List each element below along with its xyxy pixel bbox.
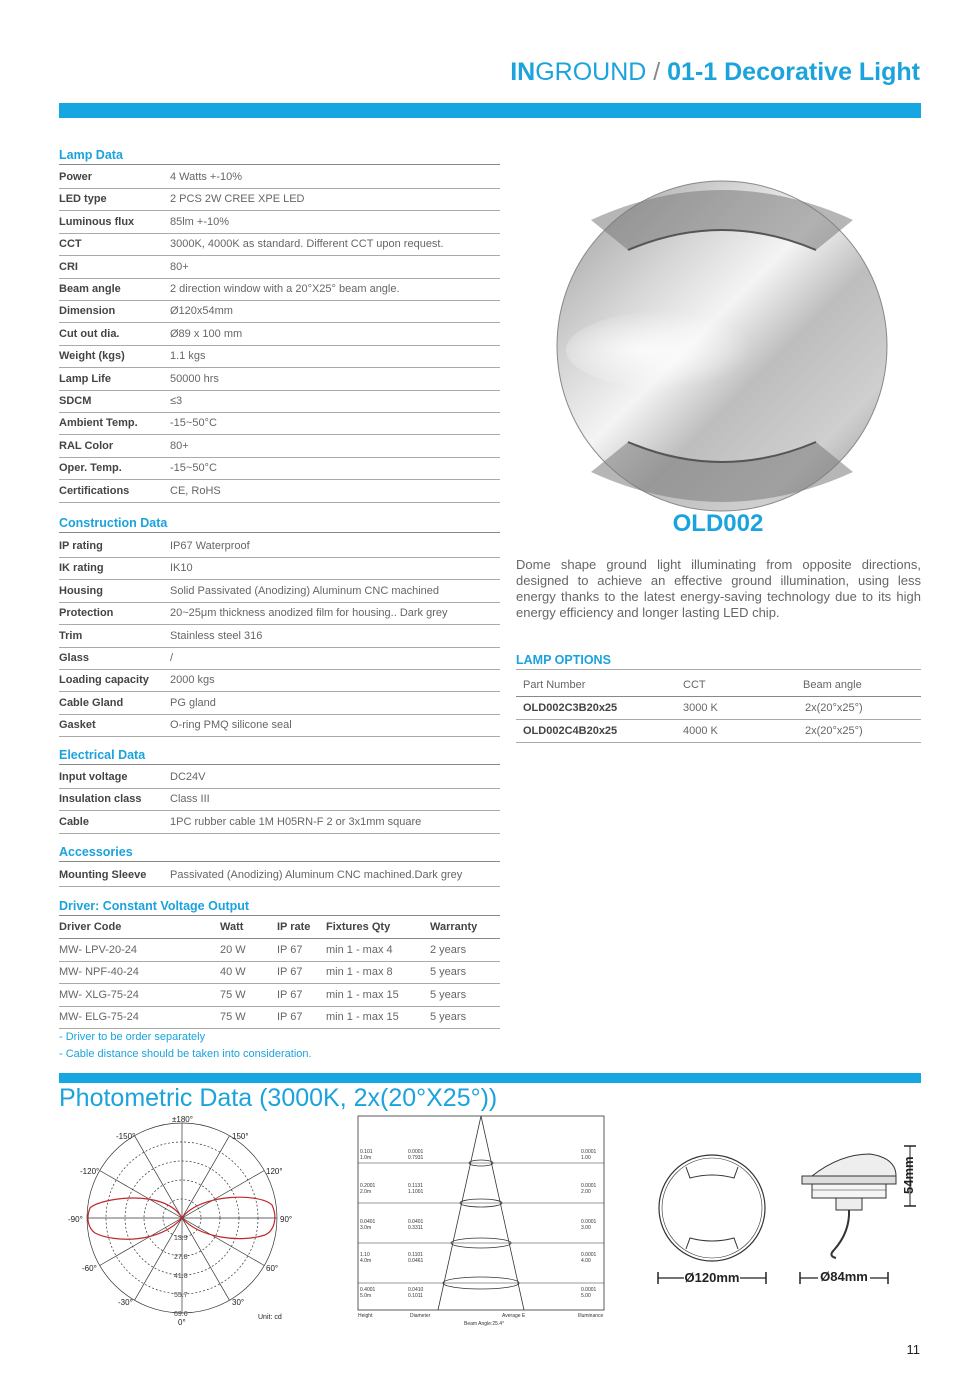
spec-label: Glass [59,652,89,664]
header-bar [59,103,921,118]
spec-value: ≤3 [170,395,183,407]
spec-label: Protection [59,607,114,620]
driver-header-qty: Fixtures Qty [326,921,391,933]
brand-bold: IN [510,58,536,86]
spec-row [59,480,500,503]
construction-data-title: Construction Data [59,515,500,533]
polar-value-label: 69.6 [174,1311,188,1318]
spec-value: Ø120x54mm [170,305,233,318]
spec-value: Class III [170,793,210,806]
driver-header-watt: Watt [220,921,244,933]
svg-text:0.1011: 0.1011 [408,1293,423,1299]
spec-label: Gasket [59,719,96,732]
options-header-cct: CCT [683,679,706,691]
svg-text:0.3311: 0.3311 [408,1225,423,1231]
spec-row [59,300,500,323]
spec-value: 20~25μm thickness anodized film for housing.. Dark grey [170,607,448,620]
lamp-options-title: LAMP OPTIONS [516,653,921,670]
spec-row [59,669,500,692]
side-view-drawing [792,1140,922,1288]
spec-value: 2 PCS 2W CREE XPE LED [170,193,305,206]
svg-text:1.10: 1.10 [360,1252,370,1258]
spec-label: LED type [59,193,107,206]
spec-value: IK10 [170,562,193,575]
polar-angle-label: 60° [266,1264,279,1273]
cone-footer-label: Average E [502,1313,526,1319]
spec-label: Trim [59,629,83,642]
svg-text:0.1101: 0.1101 [408,1252,423,1258]
spec-row [59,557,500,580]
polar-diagram [60,1113,310,1333]
lamp-option-row [516,697,921,720]
spec-label: Cut out dia. [59,327,120,340]
spec-value: 3000K, 4000K as standard. Different CCT upon request. [170,238,444,251]
spec-label: CCT [59,238,82,251]
accessories-title: Accessories [59,844,500,862]
svg-text:0.4001: 0.4001 [360,1287,376,1293]
driver-code: MW- NPF-40-24 [59,966,139,979]
spec-row [59,580,500,603]
svg-text:1.0m: 1.0m [360,1155,372,1161]
spec-row [59,368,500,391]
spec-row [59,811,500,834]
spec-label: Housing [59,584,103,597]
cone-diagram [356,1113,606,1331]
spec-label: Cable Gland [59,696,124,709]
spec-row [59,390,500,413]
driver-row [59,939,500,962]
driver-row [59,1006,500,1029]
option-beam: 2x(20°x25°) [805,725,863,737]
brand-light: GROUND [535,58,647,86]
header-separator: / [646,58,668,86]
lamp-options-header [516,674,921,697]
driver-warranty: 5 years [430,966,467,979]
driver-warranty: 5 years [430,1011,467,1024]
spec-value: 1.1 kgs [170,350,206,363]
spec-value: IP67 Waterproof [170,540,250,552]
spec-label: Certifications [59,484,130,497]
spec-value: PG gland [170,696,216,709]
driver-watt: 20 W [220,944,246,956]
product-line: 01-1 Decorative Light [667,58,920,86]
svg-text:0.1131: 0.1131 [408,1183,423,1189]
spec-value: -15~50°C [170,417,217,430]
driver-qty: min 1 - max 8 [326,966,393,979]
driver-note-1: - Driver to be order separately [59,1031,206,1043]
driver-section-title: Driver: Constant Voltage Output [59,898,500,916]
lamp-option-row [516,720,921,743]
spec-label: Cable [59,815,89,828]
polar-angle-label: 120° [266,1167,283,1176]
top-view-drawing [648,1148,776,1288]
driver-watt: 75 W [220,988,246,1001]
spec-value: -15~50°C [170,462,217,475]
spec-value: 85lm +-10% [170,215,230,228]
spec-label: Mounting Sleeve [59,869,147,881]
polar-value-label: 55.7 [174,1292,188,1299]
driver-row [59,984,500,1007]
svg-text:0.0401: 0.0401 [360,1219,376,1225]
polar-angle-label: -60° [82,1264,97,1273]
spec-label: Oper. Temp. [59,462,122,475]
driver-qty: min 1 - max 15 [326,1011,399,1024]
driver-watt: 40 W [220,966,246,979]
polar-angle-label: 0° [178,1318,186,1327]
spec-value: Passivated (Anodizing) Aluminum CNC machined.Dark grey [170,869,463,881]
spec-label: Dimension [59,305,116,318]
driver-warranty: 5 years [430,988,467,1001]
spec-row [59,435,500,458]
svg-text:0.2001: 0.2001 [360,1183,376,1189]
spec-value: 80+ [170,439,189,452]
svg-text:3.0m: 3.0m [360,1225,372,1231]
spec-row [59,535,500,558]
page-number: 11 [906,1342,920,1357]
spec-value: CE, RoHS [170,484,221,497]
page-header [510,58,920,87]
spec-row [59,211,500,234]
spec-value: Solid Passivated (Anodizing) Aluminum CNC machined [170,584,440,597]
driver-header-warranty: Warranty [430,921,478,933]
spec-value: / [170,652,174,664]
product-description: Dome shape ground light illuminating from opposite directions, designed to achieve an effective ground illumination, using less energy thanks to the latest energy-saving technology due to its high energy efficiency and longer lasting LED chip. [516,557,921,620]
svg-text:2.00: 2.00 [581,1189,591,1195]
polar-angle-label: -90° [68,1215,83,1224]
spec-row [59,692,500,715]
polar-value-label: 27.8 [174,1254,188,1261]
svg-text:0.0001: 0.0001 [581,1252,597,1258]
cone-caption: Beam Angle:25.4° [464,1321,505,1327]
svg-text:0.0001: 0.0001 [581,1287,597,1293]
spec-label: Luminous flux [59,215,135,228]
polar-angle-label: ±180° [172,1115,193,1124]
svg-text:0.0001: 0.0001 [581,1219,597,1225]
cutout-dimension: Ø84mm [820,1269,868,1284]
svg-text:2.0m: 2.0m [360,1189,372,1195]
driver-header-code: Driver Code [59,921,122,933]
cone-footer-label: Diameter [410,1313,431,1319]
spec-row [59,602,500,625]
electrical-data-title: Electrical Data [59,747,500,765]
polar-value-label: 13.9 [174,1235,188,1242]
option-cct: 4000 K [683,725,718,737]
svg-text:1.00: 1.00 [581,1155,591,1161]
driver-qty: min 1 - max 15 [326,988,399,1001]
option-beam: 2x(20°x25°) [805,702,863,714]
diameter-dimension: Ø120mm [684,1270,740,1285]
driver-code: MW- LPV-20-24 [59,944,138,956]
driver-ip: IP 67 [277,988,303,1001]
spec-label: Loading capacity [59,674,149,687]
options-header-beam: Beam angle [803,679,862,691]
spec-label: Insulation class [59,793,142,806]
option-cct: 3000 K [683,702,718,714]
spec-value: 50000 hrs [170,372,219,385]
options-header-part: Part Number [523,679,586,691]
driver-ip: IP 67 [277,944,303,956]
spec-row [59,647,500,670]
polar-value-label: 41.8 [174,1273,188,1280]
spec-label: IK rating [59,562,104,575]
spec-row [59,278,500,301]
model-name: OLD002 [672,510,764,537]
product-image [556,180,888,512]
driver-row [59,961,500,984]
height-dimension: 54mm [901,1156,916,1194]
driver-header-ip: IP rate [277,921,311,933]
polar-unit-label: Unit: cd [258,1314,282,1321]
svg-text:5.00: 5.00 [581,1293,591,1299]
driver-warranty: 2 years [430,944,467,956]
cone-footer-label: Height [358,1313,373,1319]
spec-row [59,256,500,279]
svg-text:1.1001: 1.1001 [408,1189,424,1195]
spec-label: Power [59,171,93,183]
svg-text:0.0001: 0.0001 [408,1149,424,1155]
svg-text:0.0410: 0.0410 [408,1287,424,1293]
svg-text:0.7931: 0.7931 [408,1155,424,1161]
polar-angle-label: -150° [116,1132,136,1141]
spec-value: 2 direction window with a 20°X25° beam angle. [170,283,400,295]
svg-text:5.0m: 5.0m [360,1293,372,1299]
polar-angle-label: 90° [280,1215,293,1224]
spec-value: 2000 kgs [170,674,215,687]
spec-row [59,345,500,368]
cone-footer-label: Illuminance [578,1313,604,1319]
spec-row [59,233,500,256]
spec-value: 4 Watts +-10% [170,171,243,183]
driver-qty: min 1 - max 4 [326,944,393,956]
spec-row [59,788,500,811]
svg-text:0.0461: 0.0461 [408,1258,424,1264]
photometric-bar [59,1073,921,1083]
driver-note-2: - Cable distance should be taken into consideration. [59,1048,312,1060]
driver-code: MW- XLG-75-24 [59,988,139,1001]
spec-row [59,188,500,211]
driver-ip: IP 67 [277,966,303,979]
spec-row [59,625,500,648]
spec-value: 1PC rubber cable 1M H05RN-F 2 or 3x1mm square [170,815,422,828]
driver-ip: IP 67 [277,1011,303,1024]
spec-label: SDCM [59,395,92,407]
spec-row [59,864,500,887]
svg-text:0.101: 0.101 [360,1149,373,1155]
svg-text:4.00: 4.00 [581,1258,591,1264]
spec-value: O-ring PMQ silicone seal [170,719,292,732]
spec-label: Ambient Temp. [59,417,138,430]
svg-text:0.0001: 0.0001 [581,1149,597,1155]
spec-label: Lamp Life [59,372,111,385]
svg-text:4.0m: 4.0m [360,1258,372,1264]
spec-row [59,457,500,480]
spec-label: Beam angle [59,283,121,295]
polar-angle-label: -120° [80,1167,100,1176]
svg-text:0.0001: 0.0001 [581,1183,597,1189]
spec-value: Ø89 x 100 mm [170,327,243,340]
option-part-number: OLD002C4B20x25 [523,725,618,737]
spec-row [59,766,500,789]
spec-row [59,323,500,346]
spec-row [59,714,500,737]
svg-text:0.0401: 0.0401 [408,1219,424,1225]
driver-table-header [59,916,500,939]
lamp-data-title: Lamp Data [59,147,500,165]
polar-angle-label: 150° [232,1132,249,1141]
spec-label: Input voltage [59,771,128,783]
spec-row [59,412,500,435]
option-part-number: OLD002C3B20x25 [523,702,618,714]
spec-value: 80+ [170,260,189,273]
spec-row [59,166,500,189]
polar-angle-label: -30° [118,1298,133,1307]
spec-label: IP rating [59,540,103,552]
polar-angle-label: 30° [232,1298,245,1307]
driver-watt: 75 W [220,1011,246,1024]
spec-label: Weight (kgs) [59,350,125,363]
spec-label: RAL Color [59,439,114,452]
spec-value: DC24V [170,771,206,783]
svg-text:3.00: 3.00 [581,1225,591,1231]
spec-value: Stainless steel 316 [170,629,263,642]
photometric-title: Photometric Data (3000K, 2x(20°X25°)) [59,1084,498,1112]
driver-code: MW- ELG-75-24 [59,1011,139,1024]
spec-label: CRI [59,260,78,273]
